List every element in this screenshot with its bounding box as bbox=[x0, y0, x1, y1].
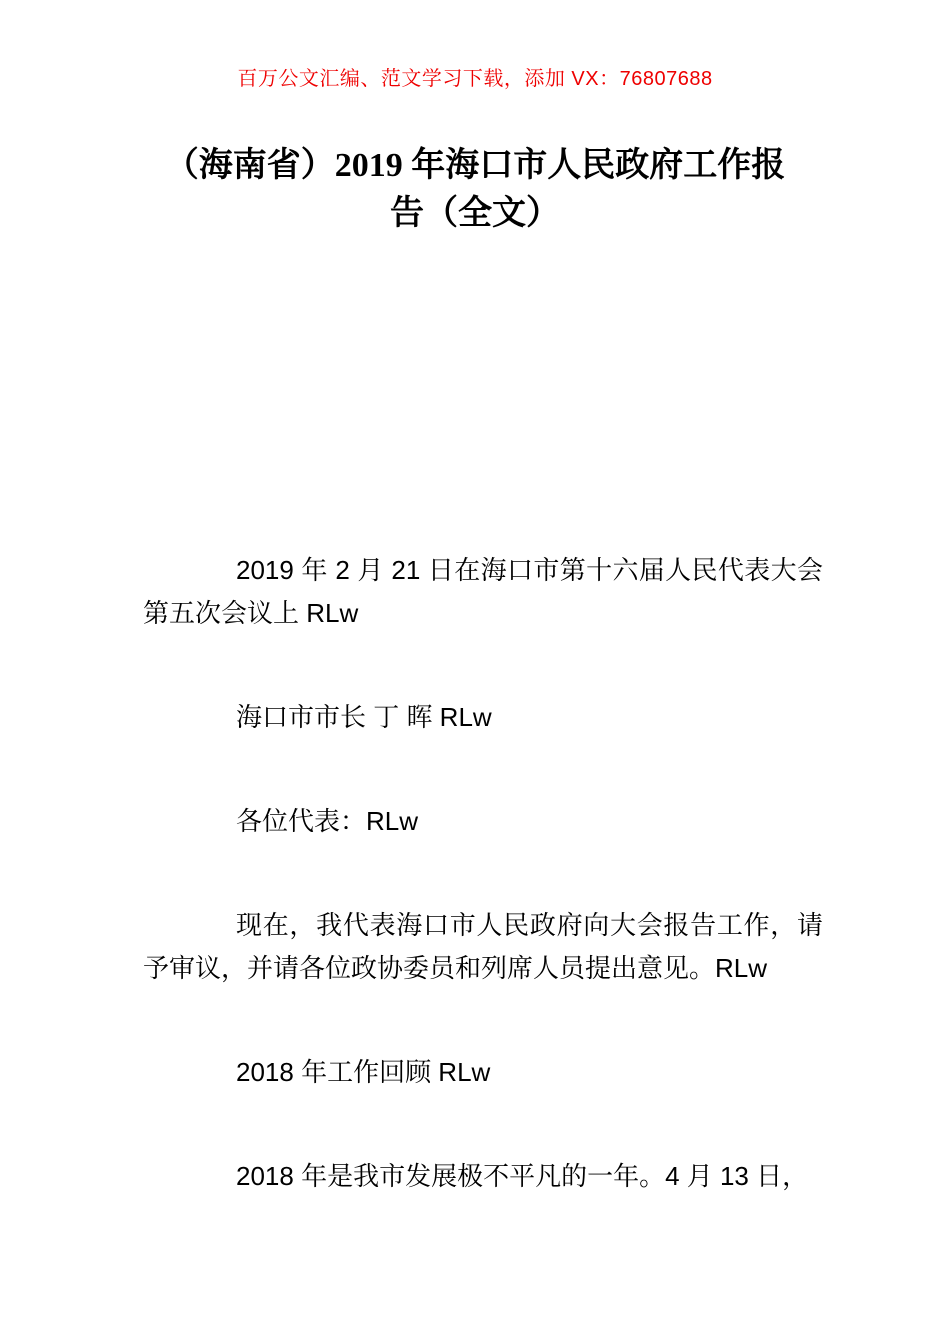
paragraph-intro: 现在，我代表海口市人民政府向大会报告工作，请予审议，并请各位政协委员和列席人员提出意见。RLw bbox=[143, 910, 823, 983]
promo-banner: 百万公文汇编、范文学习下载，添加 VX：76807688 bbox=[237, 68, 713, 90]
paragraph-review-opening: 2018 年是我市发展极不平凡的一年。4 月 13 日， bbox=[236, 1161, 809, 1191]
paragraph-section-heading: 2018 年工作回顾 RLw bbox=[236, 1057, 491, 1087]
document-body bbox=[143, 549, 823, 1198]
paragraph-meeting-info: 2019 年 2 月 21 日在海口市第十六届人民代表大会第五次会议上 RLw bbox=[143, 555, 823, 628]
document-title bbox=[0, 142, 950, 238]
paragraph-mayor-name: 海口市市长 丁 晖 RLw bbox=[236, 702, 492, 732]
title-line-2: 告（全文） bbox=[390, 195, 560, 232]
title-line-1: （海南省）2019 年海口市人民政府工作报 bbox=[164, 147, 786, 184]
paragraph-salutation: 各位代表：RLw bbox=[236, 806, 419, 836]
